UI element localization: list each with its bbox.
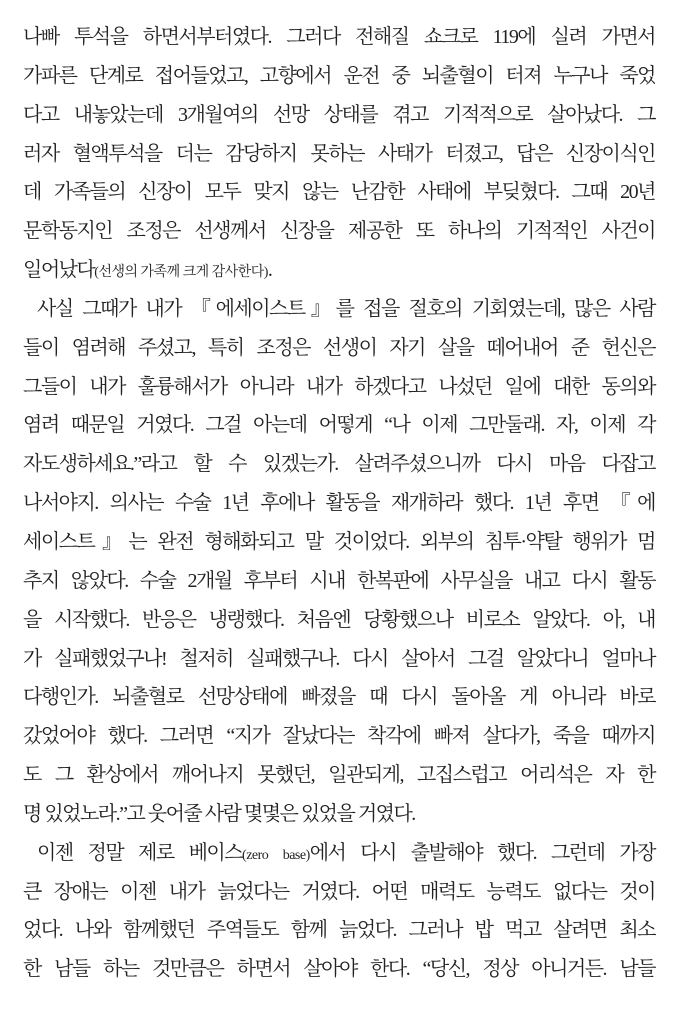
text-line <box>23 717 655 756</box>
text-run: 세이스트』는 완전 형해화되고 말 것이었다. 외부의 침투·약탈 행위가 멈 <box>23 530 655 553</box>
text-run: 었다. 나와 함께했던 주역들도 함께 늙었다. 그러나 밥 먹고 살려면 최소 <box>23 919 655 942</box>
text-line <box>23 640 655 679</box>
text-line <box>23 290 655 329</box>
text-line <box>23 834 655 873</box>
text-line <box>23 368 655 407</box>
paragraph <box>23 290 655 834</box>
text-run: 을 시작했다. 반응은 냉랭했다. 처음엔 당황했으나 비로소 알았다. 아, 내 <box>23 608 655 631</box>
text-line <box>23 251 655 290</box>
text-run: 염려 때문일 거였다. 그걸 아는데 어떻게 “나 이제 그만둘래. 자, 이제 각 <box>23 414 655 437</box>
text-line <box>23 212 655 251</box>
text-run: 그들이 내가 훌륭해서가 아니라 내가 하겠다고 나섰던 일에 대한 동의와 <box>23 375 655 398</box>
text-run: 데 가족들의 신장이 모두 맞지 않는 난감한 사태에 부딪혔다. 그때 20년 <box>23 181 655 204</box>
text-run: 도 그 환상에서 깨어나지 못했던, 일관되게, 고집스럽고 어리석은 자 한 <box>23 764 655 787</box>
text-line <box>23 601 655 640</box>
text-line <box>23 96 655 135</box>
text-line <box>23 950 655 989</box>
text-line <box>23 562 655 601</box>
text-run: 에서 다시 출발해야 했다. 그런데 가장 <box>309 841 655 864</box>
page-text <box>23 18 655 989</box>
text-run: 이젠 정말 제로 베이스 <box>37 841 243 864</box>
text-line <box>23 911 655 950</box>
text-line <box>23 523 655 562</box>
text-line <box>23 329 655 368</box>
text-run: 나빠 투석을 하면서부터였다. 그러다 전해질 쇼크로 119에 실려 가면서 <box>23 26 655 48</box>
paragraph <box>23 834 655 989</box>
text-line <box>23 173 655 212</box>
text-run: . <box>267 259 272 282</box>
text-run: 들이 염려해 주셨고, 특히 조정은 선생이 자기 살을 떼어내어 준 헌신은 <box>23 336 655 359</box>
text-line <box>23 678 655 717</box>
text-run: 자도생하세요.”라고 할 수 있겠는가. 살려주셨으니까 다시 마음 다잡고 <box>23 453 655 476</box>
text-line <box>23 756 655 795</box>
text-line <box>23 406 655 445</box>
text-run: 가파른 단계로 접어들었고, 고향에서 운전 중 뇌출혈이 터져 누구나 죽었 <box>23 64 655 87</box>
text-run-small: (선생의 가족께 크게 감사한다) <box>94 265 268 281</box>
text-line <box>23 135 655 174</box>
text-run: 큰 장애는 이젠 내가 늙었다는 거였다. 어떤 매력도 능력도 없다는 것이 <box>23 880 655 903</box>
text-run: 다행인가. 뇌출혈로 선망상태에 빠졌을 때 다시 돌아올 게 아니라 바로 <box>23 686 655 709</box>
text-run: 사실 그때가 내가 『에세이스트』를 접을 절호의 기회였는데, 많은 사람 <box>37 297 655 320</box>
text-run: 추지 않았다. 수술 2개월 후부터 시내 한복판에 사무실을 내고 다시 활동 <box>23 569 655 592</box>
text-run: 한 남들 하는 것만큼은 하면서 살아야 한다. “당신, 정상 아니거든. 남들 <box>23 958 655 981</box>
text-run-small: (zero base) <box>242 847 310 863</box>
text-run: 다고 내놓았는데 3개월여의 선망 상태를 겪고 기적적으로 살아났다. 그 <box>23 103 655 126</box>
text-line <box>23 18 655 57</box>
text-run: 나서야지. 의사는 수술 1년 후에나 활동을 재개하라 했다. 1년 후면 『에 <box>23 492 655 515</box>
text-line <box>23 445 655 484</box>
paragraph <box>23 18 655 290</box>
text-run: 갔었어야 했다. 그러면 “지가 잘났다는 착각에 빠져 살다가, 죽을 때까지 <box>23 725 655 748</box>
text-run: 러자 혈액투석을 더는 감당하지 못하는 사태가 터졌고, 답은 신장이식인 <box>23 142 655 165</box>
text-run: 가 실패했었구나! 철저히 실패했구나. 다시 살아서 그걸 알았다니 얼마나 <box>23 647 655 670</box>
text-run: 일어났다 <box>23 259 95 282</box>
text-line <box>23 484 655 523</box>
text-line <box>23 795 655 834</box>
text-line <box>23 873 655 912</box>
text-run: 문학동지인 조정은 선생께서 신장을 제공한 또 하나의 기적적인 사건이 <box>23 220 655 243</box>
text-run: 명 있었노라.”고 웃어줄 사람 몇몇은 있었을 거였다. <box>23 802 415 825</box>
text-line <box>23 57 655 96</box>
